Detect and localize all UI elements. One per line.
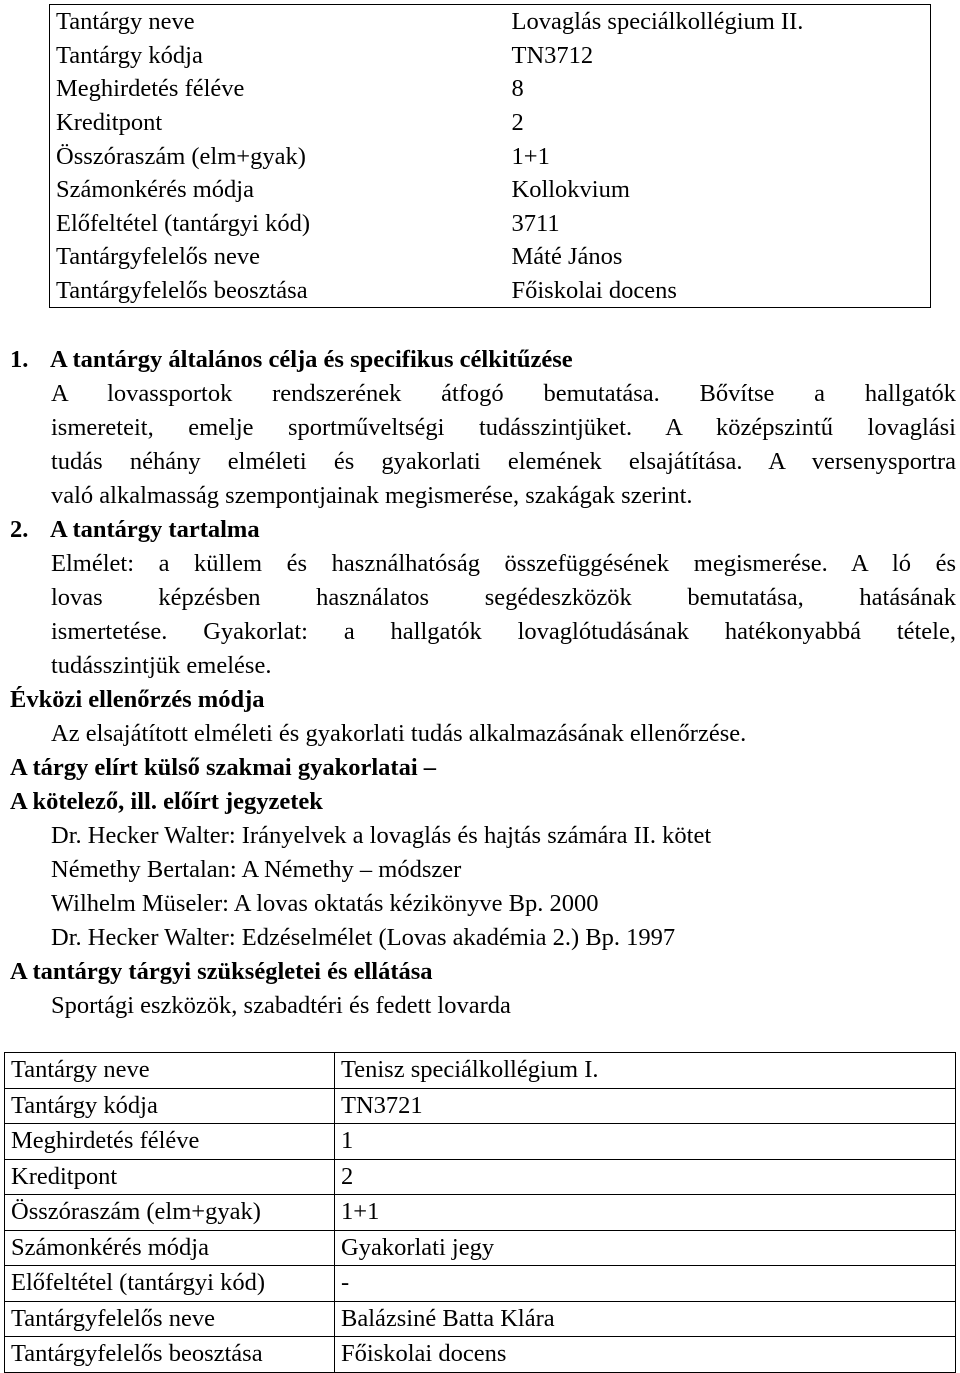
info-value: - (335, 1266, 956, 1302)
info-label: Kreditpont (50, 106, 506, 140)
info-value: TN3712 (506, 39, 931, 73)
info-row (50, 173, 931, 207)
info-row (5, 1337, 956, 1373)
info-row (5, 1266, 956, 1302)
info-value: Főiskolai docens (506, 274, 931, 308)
info-label: Tantárgyfelelős beosztása (50, 274, 506, 308)
section1-text (10, 377, 956, 513)
info-value: Kollokvium (506, 173, 931, 207)
info-row (50, 274, 931, 308)
section1-line: A lovassportok rendszerének átfogó bemutatása. Bővítse a hallgatók (51, 380, 956, 407)
info-row (50, 139, 931, 173)
info-value: Lovaglás speciálkollégium II. (506, 5, 931, 39)
info-value: 3711 (506, 207, 931, 241)
info-value: Máté János (506, 240, 931, 274)
info-row (5, 1124, 956, 1160)
info-label: Összóraszám (elm+gyak) (50, 139, 506, 173)
info-label: Tantárgy neve (50, 5, 506, 39)
section2-heading (10, 513, 956, 547)
info-row (50, 72, 931, 106)
info-label: Tantárgy neve (5, 1053, 335, 1089)
section2-title: A tantárgy tartalma (50, 516, 260, 543)
info-value: TN3721 (335, 1088, 956, 1124)
section2-line: ismertetése. Gyakorlat: a hallgatók lovaglótudásának hatékonyabbá tétele, (51, 618, 956, 645)
info-value: Balázsiné Batta Klára (335, 1301, 956, 1337)
info-value: 8 (506, 72, 931, 106)
info-row (5, 1301, 956, 1337)
info-row (5, 1230, 956, 1266)
section1-number: 1. (10, 346, 29, 373)
info-row (50, 207, 931, 241)
notes-item: Dr. Hecker Walter: Edzéselmélet (Lovas akadémia 2.) Bp. 1997 (51, 924, 676, 951)
info-label: Tantárgyfelelős beosztása (5, 1337, 335, 1373)
section2-line: lovas képzésben használatos segédeszközök bemutatása, hatásának (51, 584, 956, 611)
info-row (5, 1088, 956, 1124)
section1-line: ismereteit, emelje sportműveltségi tudásszintjüket. A középszintű lovaglási (51, 414, 956, 441)
section2-text (10, 547, 956, 683)
notes-item: Némethy Bertalan: A Némethy – módszer (51, 856, 462, 883)
info-label: Számonkérés módja (50, 173, 506, 207)
info-row (50, 240, 931, 274)
info-value: Főiskolai docens (335, 1337, 956, 1373)
section1-heading (10, 343, 956, 377)
info-row (5, 1195, 956, 1231)
info-label: Előfeltétel (tantárgyi kód) (5, 1266, 335, 1302)
needs-heading: A tantárgy tárgyi szükségletei és ellátása (10, 958, 433, 985)
section2-number: 2. (10, 516, 29, 543)
info-label: Tantárgy kódja (5, 1088, 335, 1124)
info-value: 1+1 (335, 1195, 956, 1231)
info-value: 2 (506, 106, 931, 140)
info-value: 2 (335, 1159, 956, 1195)
notes-heading: A kötelező, ill. előírt jegyzetek (10, 788, 323, 815)
section2-line: tudásszintjük emelése. (51, 652, 272, 679)
info-label: Tantárgyfelelős neve (5, 1301, 335, 1337)
info-value: Gyakorlati jegy (335, 1230, 956, 1266)
evaluation-text: Az elsajátított elméleti és gyakorlati tudás alkalmazásának ellenőrzése. (51, 720, 747, 747)
info-label: Meghirdetés féléve (5, 1124, 335, 1160)
practice-heading: A tárgy elírt külső szakmai gyakorlatai – (10, 754, 437, 781)
info-row (5, 1159, 956, 1195)
info-label: Előfeltétel (tantárgyi kód) (50, 207, 506, 241)
evaluation-heading: Évközi ellenőrzés módja (10, 686, 265, 713)
info-label: Meghirdetés féléve (50, 72, 506, 106)
info-label: Tantárgyfelelős neve (50, 240, 506, 274)
info-value: 1+1 (506, 139, 931, 173)
info-label: Tantárgy kódja (50, 39, 506, 73)
info-value: 1 (335, 1124, 956, 1160)
info-row (50, 39, 931, 73)
course2-info-table (4, 1052, 956, 1373)
info-label: Összóraszám (elm+gyak) (5, 1195, 335, 1231)
info-row (50, 106, 931, 140)
section1-line: való alkalmasság szempontjainak megismerése, szakágak szerint. (51, 482, 693, 509)
info-value: Tenisz speciálkollégium I. (335, 1053, 956, 1089)
section1-title: A tantárgy általános célja és specifikus célkitűzése (50, 346, 573, 373)
notes-item: Wilhelm Müseler: A lovas oktatás kézikönyve Bp. 2000 (51, 890, 599, 917)
needs-text: Sportági eszközök, szabadtéri és fedett lovarda (51, 992, 511, 1019)
section1-line: tudás néhány elméleti és gyakorlati elemének elsajátítása. A versenysportra (51, 448, 956, 475)
info-label: Kreditpont (5, 1159, 335, 1195)
info-row (5, 1053, 956, 1089)
course1-info-table (49, 4, 931, 308)
section2-line: Elmélet: a küllem és használhatóság összefüggésének megismerése. A ló és (51, 550, 956, 577)
info-label: Számonkérés módja (5, 1230, 335, 1266)
course1-description (10, 343, 956, 1023)
info-row (50, 5, 931, 39)
notes-item: Dr. Hecker Walter: Irányelvek a lovaglás és hajtás számára II. kötet (51, 822, 712, 849)
